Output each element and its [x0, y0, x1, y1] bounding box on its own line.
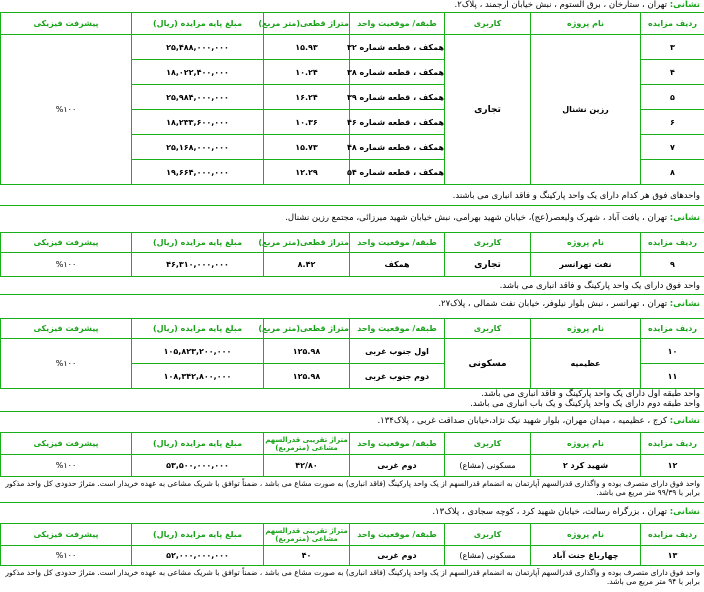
- floor: همکف ، قطعه شماره ۳۲: [350, 35, 445, 60]
- progress: %۱۰۰: [1, 455, 132, 477]
- price: ۲۵,۱۶۸,۰۰۰,۰۰۰: [132, 135, 264, 160]
- col-header-floor: طبقه/ موقعیت واحد: [350, 233, 445, 253]
- row-id: ۱۳: [641, 546, 704, 566]
- progress: %۱۰۰: [1, 253, 132, 277]
- row-id: ۵: [641, 85, 704, 110]
- row-id: ۳: [641, 35, 704, 60]
- price: ۲۵,۴۸۸,۰۰۰,۰۰۰: [132, 35, 264, 60]
- project-name: چهارباغ جنت آباد: [531, 546, 641, 566]
- floor: اول جنوب غربی: [350, 339, 445, 364]
- row-id: ۶: [641, 110, 704, 135]
- price: ۱۸,۲۳۳,۶۰۰,۰۰۰: [132, 110, 264, 135]
- col-header-project: نام پروژه: [531, 13, 641, 35]
- price: ۲۵,۹۸۴,۰۰۰,۰۰۰: [132, 85, 264, 110]
- floor: همکف ، قطعه شماره ۴۶: [350, 110, 445, 135]
- col-header-progress: پیشرفت فیزیکی: [1, 319, 132, 339]
- col-header-project: نام پروژه: [531, 433, 641, 455]
- price: ۵۲,۰۰۰,۰۰۰,۰۰۰: [132, 546, 264, 566]
- floor: دوم جنوب غربی: [350, 364, 445, 389]
- row-id: ۱۰: [641, 339, 704, 364]
- col-header-usage: کاربری: [445, 233, 531, 253]
- table-row: [1, 35, 704, 60]
- address-label: نشانی:: [669, 507, 700, 517]
- col-header-area: متراژ تقریبی قدرالسهم مشاعی (مترمربع): [264, 524, 350, 546]
- section5-note: واحد فوق دارای متصرف بوده و واگذاری قدرالسهم آپارتمان به انضمام قدرالسهم از یک واحد پارکینگ (فاقد انباری) به صورت مشاع می باشد ، ضمناً توافق با شریک مشاعی به عهده خریدار است. متراژ حدودی کل واحد مذکور برابر با ۹۴ متر مربع می باشد.: [5, 568, 700, 586]
- usage: تجاری: [445, 35, 531, 185]
- col-header-floor: طبقه/ موقعیت واحد: [350, 319, 445, 339]
- section4-table: [0, 432, 704, 477]
- floor: دوم غربی: [350, 455, 445, 477]
- area: ۱۵.۹۳: [264, 35, 350, 60]
- price: ۱۰۵,۸۲۳,۲۰۰,۰۰۰: [132, 339, 264, 364]
- col-header-area: متراژ قطعی(متر مربع): [264, 13, 350, 35]
- project-name: رزین نشنال: [531, 35, 641, 185]
- price: ۵۳,۵۰۰,۰۰۰,۰۰۰: [132, 455, 264, 477]
- section3-note-1: واحد طبقه اول دارای یک واحد پارکینگ و فاقد انباری می باشد.: [481, 389, 700, 399]
- section2-address: [0, 213, 704, 224]
- table-row: [1, 339, 704, 364]
- address-label: نشانی:: [669, 0, 700, 10]
- address-label: نشانی:: [669, 299, 700, 309]
- col-header-progress: پیشرفت فیزیکی: [1, 233, 132, 253]
- floor: همکف ، قطعه شماره ۵۴: [350, 160, 445, 185]
- row-id: ۴: [641, 60, 704, 85]
- floor: همکف ، قطعه شماره ۳۸: [350, 60, 445, 85]
- area: ۱۰.۲۴: [264, 60, 350, 85]
- col-header-project: نام پروژه: [531, 524, 641, 546]
- address-text: تهران ، تهرانسر ، نبش بلوار نیلوفر، خیابان نفت شمالی ، پلاک۲۷.: [438, 299, 668, 309]
- address-text: کرج ، عظیمیه ، میدان مهران، بلوار شهید نیک نژاد،خیابان صداقت غربی ، پلاک۱۳۴.: [377, 416, 668, 426]
- floor: همکف: [350, 253, 445, 277]
- address-label: نشانی:: [669, 213, 700, 223]
- section2-table: [0, 232, 704, 277]
- area: ۸.۴۲: [264, 253, 350, 277]
- progress: %۱۰۰: [1, 35, 132, 185]
- section2-note: واحد فوق دارای یک واحد پارکینگ و فاقد انباری می باشد.: [499, 281, 700, 291]
- project-name: شهید کرد ۲: [531, 455, 641, 477]
- floor: دوم غربی: [350, 546, 445, 566]
- section3-table: [0, 318, 704, 389]
- col-header-usage: کاربری: [445, 13, 531, 35]
- row-id: ۱۲: [641, 455, 704, 477]
- floor: همکف ، قطعه شماره ۴۸: [350, 135, 445, 160]
- usage: مسکونی (مشاع): [445, 455, 531, 477]
- col-header-price: مبلغ پایه مزایده (ریال): [132, 319, 264, 339]
- price: ۴۶,۳۱۰,۰۰۰,۰۰۰: [132, 253, 264, 277]
- area: ۴۲/۸۰: [264, 455, 350, 477]
- area: ۱۲۵.۹۸: [264, 339, 350, 364]
- col-header-project: نام پروژه: [531, 319, 641, 339]
- project-name: عظیمیه: [531, 339, 641, 389]
- row-id: ۷: [641, 135, 704, 160]
- progress: %۱۰۰: [1, 339, 132, 389]
- area: ۱۵.۷۳: [264, 135, 350, 160]
- col-header-row-id: ردیف مزایده: [641, 13, 704, 35]
- col-header-progress: پیشرفت فیزیکی: [1, 524, 132, 546]
- area: ۱۲.۲۹: [264, 160, 350, 185]
- section5-table: [0, 523, 704, 566]
- col-header-price: مبلغ پایه مزایده (ریال): [132, 524, 264, 546]
- col-header-row-id: ردیف مزایده: [641, 433, 704, 455]
- row-id: ۱۱: [641, 364, 704, 389]
- floor: همکف ، قطعه شماره ۳۹: [350, 85, 445, 110]
- section3-note-2: واحد طبقه دوم دارای یک واحد پارکینگ و یک باب انباری می باشد.: [470, 399, 700, 409]
- col-header-row-id: ردیف مزایده: [641, 524, 704, 546]
- col-header-project: نام پروژه: [531, 233, 641, 253]
- project-name: نفت تهرانسر: [531, 253, 641, 277]
- col-header-row-id: ردیف مزایده: [641, 319, 704, 339]
- divider: [0, 205, 704, 206]
- divider: [0, 294, 704, 295]
- section3-address: [0, 299, 704, 310]
- address-label: نشانی:: [669, 416, 700, 426]
- col-header-usage: کاربری: [445, 524, 531, 546]
- area: ۱۶.۲۴: [264, 85, 350, 110]
- col-header-price: مبلغ پایه مزایده (ریال): [132, 433, 264, 455]
- section1-table: [0, 12, 704, 185]
- section1-note: واحدهای فوق هر کدام دارای یک واحد پارکینگ و فاقد انباری می باشند.: [452, 191, 700, 201]
- price: ۱۹,۶۶۴,۰۰۰,۰۰۰: [132, 160, 264, 185]
- section5-address: [0, 507, 704, 518]
- row-id: ۹: [641, 253, 704, 277]
- usage: تجاری: [445, 253, 531, 277]
- col-header-area: متراژ تقریبی قدرالسهم مشاعی (مترمربع): [264, 433, 350, 455]
- table-row: [1, 546, 704, 566]
- col-header-price: مبلغ پایه مزایده (ریال): [132, 13, 264, 35]
- col-header-price: مبلغ پایه مزایده (ریال): [132, 233, 264, 253]
- col-header-usage: کاربری: [445, 319, 531, 339]
- area: ۱۲۵.۹۸: [264, 364, 350, 389]
- col-header-floor: طبقه/ موقعیت واحد: [350, 13, 445, 35]
- progress: %۱۰۰: [1, 546, 132, 566]
- divider: [0, 411, 704, 412]
- usage: مسکونی: [445, 339, 531, 389]
- area: ۱۰.۳۶: [264, 110, 350, 135]
- col-header-area: متراژ قطعی(متر مربع): [264, 319, 350, 339]
- section1-address: [0, 0, 704, 11]
- col-header-progress: پیشرفت فیزیکی: [1, 13, 132, 35]
- price: ۱۰۸,۳۴۲,۸۰۰,۰۰۰: [132, 364, 264, 389]
- address-text: تهران ، بزرگراه رسالت، خیابان شهید کرد ، کوچه سجادی ، پلاک۱۳.: [432, 507, 668, 517]
- col-header-floor: طبقه/ موقعیت واحد: [350, 524, 445, 546]
- row-id: ۸: [641, 160, 704, 185]
- col-header-floor: طبقه/ موقعیت واحد: [350, 433, 445, 455]
- price: ۱۸,۰۲۲,۴۰۰,۰۰۰: [132, 60, 264, 85]
- usage: مسکونی (مشاع): [445, 546, 531, 566]
- table-row: [1, 455, 704, 477]
- address-text: تهران ، ستارخان ، برق آلستوم ، نبش خیابان ارجمند ، پلاک۲.: [454, 0, 668, 10]
- area: ۴۰: [264, 546, 350, 566]
- address-text: تهران ، یافت آباد ، شهرک ولیعصر(عج)، خیابان شهید بهرامی، نبش خیابان شهید میرزائی، مجتمع رزین نشنال.: [285, 213, 668, 223]
- divider: [0, 502, 704, 503]
- col-header-row-id: ردیف مزایده: [641, 233, 704, 253]
- table-row: [1, 253, 704, 277]
- col-header-usage: کاربری: [445, 433, 531, 455]
- col-header-progress: پیشرفت فیزیکی: [1, 433, 132, 455]
- section4-address: [0, 416, 704, 427]
- section4-note: واحد فوق دارای متصرف بوده و واگذاری قدرالسهم آپارتمان به انضمام قدرالسهم از یک واحد پارکینگ (فاقد انباری) به صورت مشاع می باشد ، ضمناً توافق با شریک مشاعی به عهده خریدار است. متراژ حدودی کل واحد مذکور برابر با ۹۹/۳۹ متر مربع می باشد.: [5, 479, 700, 497]
- col-header-area: متراژ قطعی(متر مربع): [264, 233, 350, 253]
